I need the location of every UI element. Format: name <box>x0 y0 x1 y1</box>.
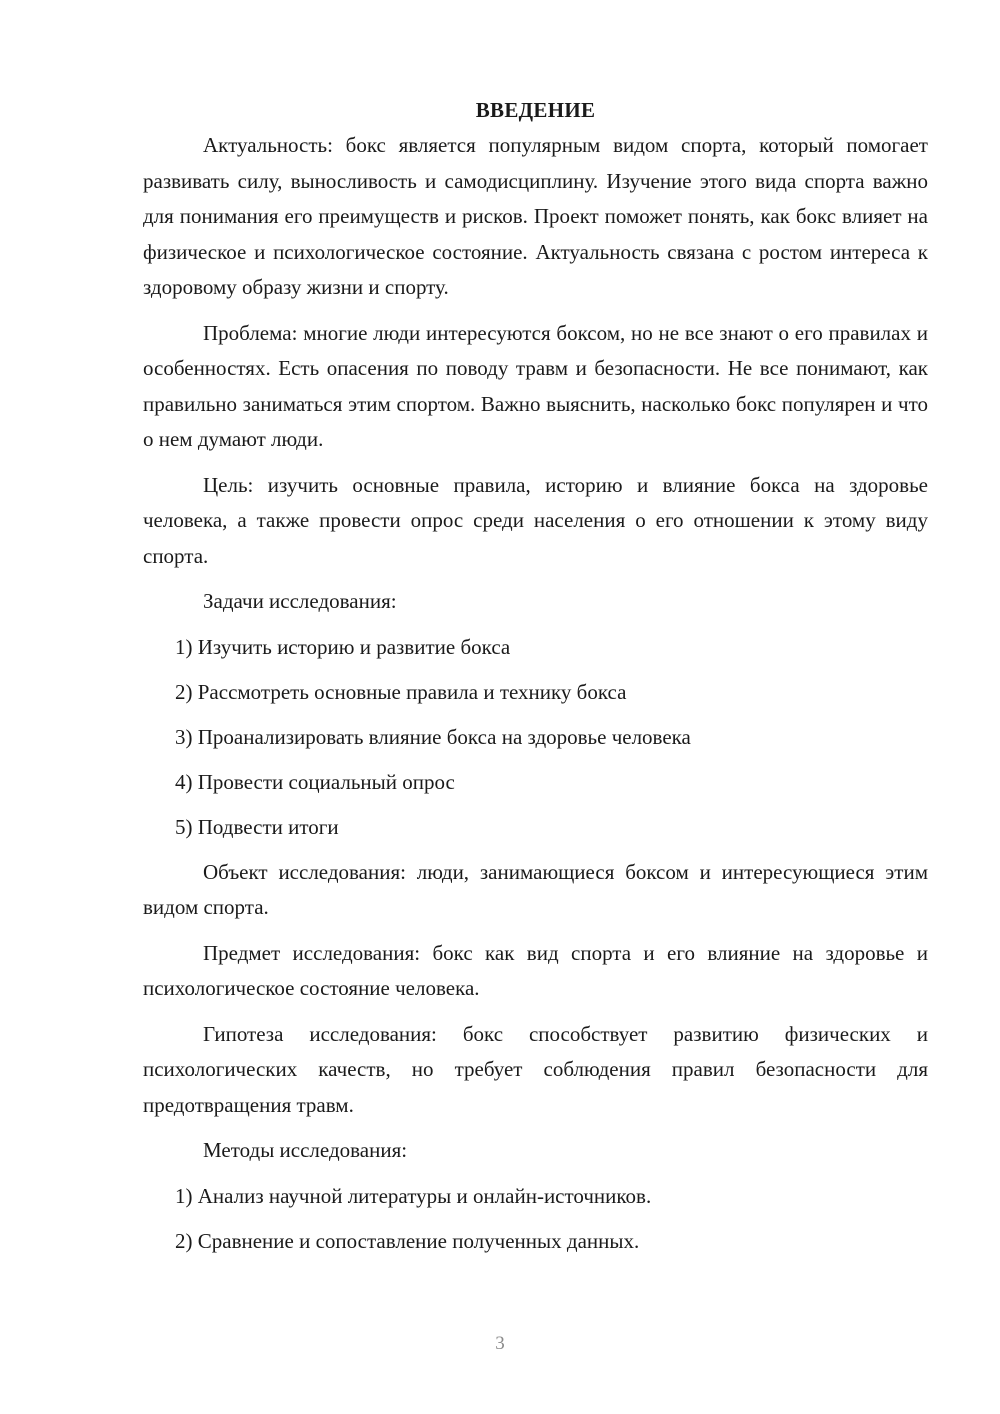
task-item: 4) Провести социальный опрос <box>175 769 455 794</box>
subject-paragraph: Предмет исследования: бокс как вид спорта и его влияние на здоровье и психологическое состояние человека. <box>143 940 928 1000</box>
tasks-list <box>143 630 928 846</box>
problem-paragraph: Проблема: многие люди интересуются боксом, но не все знают о его правилах и особенностях. Есть опасения по поводу травм и безопасности. Не все понимают, как правильно заниматься этим спортом. Важно выяснить, насколько бокс популярен и что о нем думают люди. <box>143 320 928 451</box>
object-paragraph: Объект исследования: люди, занимающиеся боксом и интересующиеся этим видом спорта. <box>143 859 928 919</box>
task-item: 1) Изучить историю и развитие бокса <box>175 634 511 659</box>
task-item: 5) Подвести итоги <box>175 814 339 839</box>
relevance-paragraph: Актуальность: бокс является популярным видом спорта, который помогает развивать силу, выносливость и самодисциплину. Изучение этого вида спорта важно для понимания его преимуществ и рисков. Проект поможет понять, как бокс влияет на физическое и психологическое состояние. Актуальность связана с ростом интереса к здоровому образу жизни и спорту. <box>143 133 928 299</box>
method-item: 1) Анализ научной литературы и онлайн-источников. <box>175 1183 652 1208</box>
hypothesis-paragraph: Гипотеза исследования: бокс способствует развитию физических и психологических качеств, но требует соблюдения правил безопасности для предотвращения травм. <box>143 1021 928 1117</box>
document-page <box>143 92 928 1269</box>
goal-paragraph: Цель: изучить основные правила, историю и влияние бокса на здоровье человека, а также провести опрос среди населения о его отношении к этому виду спорта. <box>143 472 928 568</box>
page-number: 3 <box>495 1333 505 1354</box>
methods-list <box>143 1179 928 1260</box>
method-item: 2) Сравнение и сопоставление полученных данных. <box>175 1228 640 1253</box>
tasks-label: Задачи исследования: <box>203 589 397 613</box>
section-heading: ВВЕДЕНИЕ <box>475 98 596 122</box>
task-item: 2) Рассмотреть основные правила и технику бокса <box>175 679 627 704</box>
methods-label: Методы исследования: <box>203 1138 408 1162</box>
task-item: 3) Проанализировать влияние бокса на здоровье человека <box>175 724 691 749</box>
